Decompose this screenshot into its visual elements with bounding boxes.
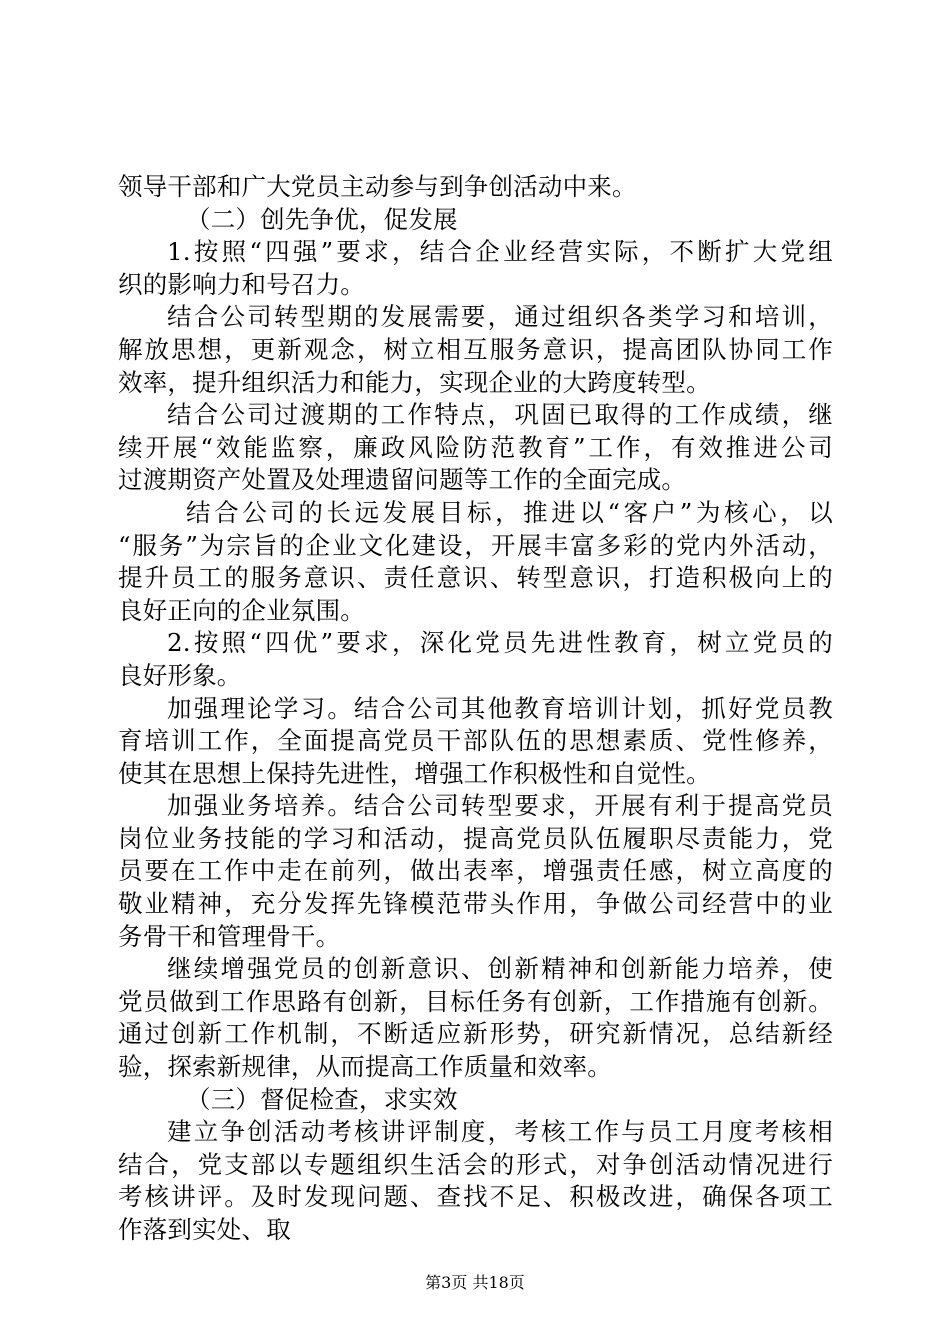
text-line: 验，探索新规律，从而提高工作质量和效率。: [118, 1052, 612, 1082]
text-line: 敬业精神，充分发挥先锋模范带头作用，争做公司经营中的业: [118, 889, 833, 919]
text-line: 使其在思想上保持先进性，增强工作积极性和自觉性。: [118, 758, 711, 788]
text-line: 解放思想，更新观念，树立相互服务意识，提高团队协同工作: [118, 334, 833, 364]
text-line: 领导干部和广大党员主动参与到争创活动中来。: [118, 172, 637, 201]
text-line: 1.按照“四强”要求，结合企业经营实际，不断扩大党组: [167, 237, 833, 267]
text-line: 2.按照“四优”要求，深化党员先进性教育，树立党员的: [167, 628, 833, 658]
page-number: 第3页 共18页: [425, 1273, 525, 1292]
text-line: 加强理论学习。结合公司其他教育培训计划，抓好党员教: [167, 693, 833, 723]
text-line: 作落到实处、取: [118, 1215, 291, 1244]
text-line: 效率，提升组织活力和能力，实现企业的大跨度转型。: [118, 367, 711, 397]
text-line: 继续增强党员的创新意识、创新精神和创新能力培养，使: [167, 954, 833, 984]
text-line: 育培训工作，全面提高党员干部队伍的思想素质、党性修养，: [118, 726, 833, 756]
text-line: 通过创新工作机制，不断适应新形势，研究新情况，总结新经: [118, 1019, 833, 1049]
text-line: 结合，党支部以专题组织生活会的形式，对争创活动情况进行: [118, 1149, 833, 1179]
text-line: 员要在工作中走在前列，做出表率，增强责任感，树立高度的: [118, 856, 833, 886]
text-line: 建立争创活动考核讲评制度，考核工作与员工月度考核相: [167, 1117, 833, 1147]
section-heading: （三）督促检查，求实效: [186, 1084, 458, 1114]
text-line: 加强业务培养。结合公司转型要求，开展有利于提高党员: [167, 791, 833, 821]
text-line: 党员做到工作思路有创新，目标任务有创新，工作措施有创新。: [118, 986, 833, 1016]
text-line: 提升员工的服务意识、责任意识、转型意识，打造积极向上的: [118, 563, 833, 593]
document-body: [118, 171, 833, 1247]
text-line: 续开展“效能监察，廉政风险防范教育”工作，有效推进公司: [118, 432, 833, 462]
text-line: 岗位业务技能的学习和活动，提高党员队伍履职尽责能力，党: [118, 823, 833, 853]
text-line: 结合公司过渡期的工作特点，巩固已取得的工作成绩，继: [167, 400, 833, 430]
text-line: 务骨干和管理骨干。: [118, 921, 341, 951]
text-line: 过渡期资产处置及处理遗留问题等工作的全面完成。: [118, 465, 687, 495]
section-heading: （二）创先争优，促发展: [186, 204, 458, 234]
text-line: 结合公司转型期的发展需要，通过组织各类学习和培训，: [167, 302, 833, 332]
page-footer: [0, 1273, 950, 1293]
text-line: 良好正向的企业氛围。: [118, 595, 365, 625]
text-line: 织的影响力和号召力。: [118, 269, 365, 299]
text-line: 良好形象。: [118, 660, 242, 690]
text-line: 结合公司的长远发展目标，推进以“客户”为核心，以: [186, 497, 833, 527]
text-line: “服务”为宗旨的企业文化建设，开展丰富多彩的党内外活动，: [118, 530, 833, 560]
text-line: 考核讲评。及时发现问题、查找不足、积极改进，确保各项工: [118, 1182, 833, 1212]
